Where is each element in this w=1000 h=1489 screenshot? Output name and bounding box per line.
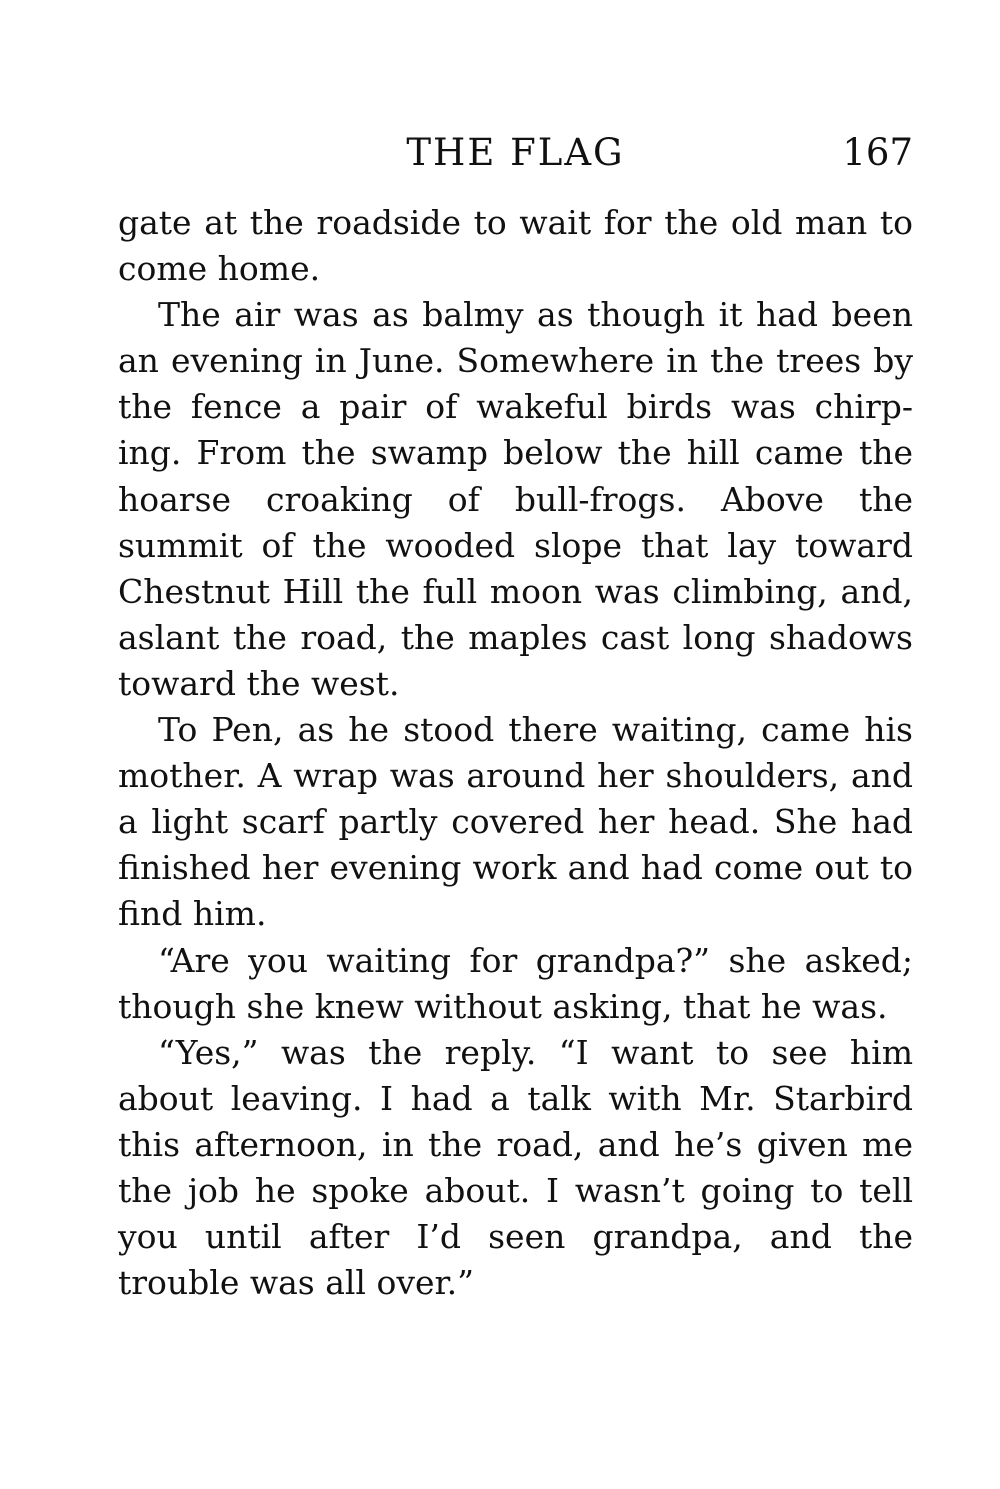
paragraph: “Yes,” was the reply. “I want to see him about leaving. I had a talk with Mr. Starbird this afternoon, in the road, and he’s given me the job he spoke about. I wasn’t going to tell you until after I’d seen grandpa, and the trouble was all over.” xyxy=(118,1032,913,1303)
body-text xyxy=(118,200,913,1306)
paragraph: The air was as balmy as though it had been an evening in June. Somewhere in the trees by the fence a pair of wakeful birds was chirp- ing. From the swamp below the hill came the hoarse croaking of bull-frogs. Above the summit of the wooded slope that lay toward Chestnut Hill the full moon was climbing, and, aslant the road, the maples cast long shadows toward the west. xyxy=(118,295,913,703)
running-title: THE FLAG xyxy=(406,131,625,174)
paragraph-continued: gate at the roadside to wait for the old man to come home. xyxy=(118,203,913,289)
page-number: 167 xyxy=(842,131,913,174)
running-head xyxy=(118,128,913,178)
paragraph: To Pen, as he stood there waiting, came his mother. A wrap was around her shoulders, and a light scarf partly covered her head. She had finished her evening work and had come out to find him. xyxy=(118,710,913,934)
paragraph: “Are you waiting for grandpa?” she asked; though she knew without asking, that he was. xyxy=(118,940,913,1026)
